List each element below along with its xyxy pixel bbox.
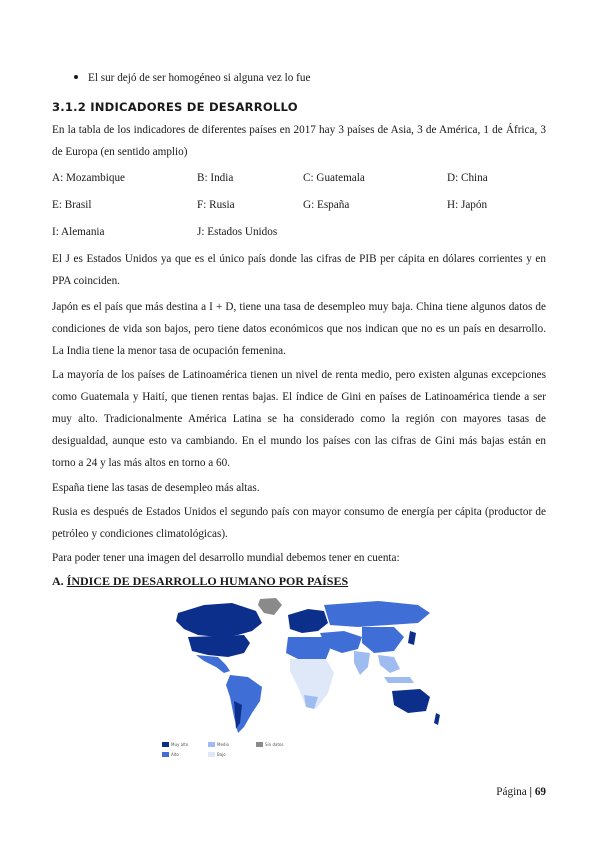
greenland-shape [258, 598, 282, 615]
legend-item-medium [208, 742, 229, 747]
paragraph-russia: Rusia es después de Estados Unidos el segundo país con mayor consumo de energía per cápita (productor de petróleo y condiciones climatológicas). [52, 506, 546, 540]
paragraph-japan: Japón es el país que más destina a I + D, tiene una tasa de desempleo muy baja. China tiene algunos datos de condiciones de vida son bajos, pero tiene datos económicos que nos indican que no es un país en desarrollo. La India tiene la menor tasa de ocupación femenina. [52, 301, 546, 357]
country-f: F: Rusia [197, 199, 235, 211]
legend-item-no-data [256, 742, 284, 747]
canada-shape [176, 603, 262, 637]
bullet-text: El sur dejó de ser homogéneo si alguna vez lo fue [88, 72, 311, 84]
country-b: B: India [197, 172, 234, 184]
legend-swatch [208, 752, 215, 757]
country-e: E: Brasil [52, 199, 92, 211]
legend-item-high [162, 752, 179, 757]
india-shape [354, 651, 370, 675]
country-h: H: Japón [447, 199, 488, 211]
bullet-item [74, 72, 310, 84]
usa-shape [188, 635, 250, 657]
paragraph-usa: El J es Estados Unidos ya que es el único país donde las cifras de PIB per cápita en dólares corrientes y en PPA coinciden. [52, 253, 546, 287]
north-africa-shape [286, 637, 330, 661]
paragraph-spain: España tiene las tasas de desempleo más altas. [52, 482, 260, 494]
legend-swatch [256, 742, 263, 747]
country-i: I: Alemania [52, 226, 105, 238]
world-map-graphic [148, 597, 448, 737]
bullet-icon [74, 75, 78, 79]
footer-separator: | [526, 786, 535, 798]
world-hdi-map [148, 597, 448, 737]
se-asia-shape [378, 655, 400, 673]
intro-paragraph: En la tabla de los indicadores de diferentes países en 2017 hay 3 países de Asia, 3 de América, 1 de África, 3 de Europa (en sentido amplio) [52, 124, 546, 158]
country-c: C: Guatemala [303, 172, 365, 184]
legend-label: Bajo [217, 752, 226, 757]
country-d: D: China [447, 172, 488, 184]
new-zealand-shape [434, 713, 440, 725]
legend-swatch [162, 752, 169, 757]
map-legend [162, 742, 362, 766]
legend-label: Sin datos [265, 742, 284, 747]
map-heading [52, 574, 348, 589]
japan-shape [408, 631, 416, 645]
map-heading-prefix: A. [52, 574, 67, 588]
footer-label: Página [496, 786, 527, 798]
country-j: J: Estados Unidos [197, 226, 278, 238]
map-heading-title: ÍNDICE DE DESARROLLO HUMANO POR PAÍSES [66, 574, 349, 588]
paragraph-latam: La mayoría de los países de Latinoamérica tienen un nivel de renta medio, pero existen algunas excepciones como Guatemala y Haití, que tienen rentas bajas. El índice de Gini en países de Latinoamérica tiende a ser muy alto. Tradicionalmente América Latina se ha considerado como la región con mayores tasas de desigualdad, aunque esto va cambiando. En el mundo los países con las cifras de Gini más bajas están en torno a 24 y las más altos en torno a 60. [52, 369, 546, 469]
page-footer [496, 786, 546, 798]
australia-shape [392, 689, 430, 713]
legend-swatch [208, 742, 215, 747]
europe-shape [288, 609, 328, 633]
legend-label: Alto [171, 752, 179, 757]
russia-shape [324, 601, 430, 627]
country-a: A: Mozambique [52, 172, 126, 184]
mexico-shape [196, 655, 230, 673]
paragraph-intro-map: Para poder tener una imagen del desarrollo mundial debemos tener en cuenta: [52, 552, 400, 564]
section-heading: 3.1.2 INDICADORES DE DESARROLLO [52, 100, 298, 114]
legend-item-very-high [162, 742, 188, 747]
legend-item-low [208, 752, 226, 757]
page-number: 69 [534, 786, 546, 798]
legend-label: Muy alto [171, 742, 189, 747]
legend-label: Medio [217, 742, 230, 747]
legend-swatch [162, 742, 169, 747]
indonesia-shape [384, 677, 414, 683]
country-g: G: España [303, 199, 350, 211]
south-america-shape [226, 675, 262, 733]
china-shape [362, 627, 404, 653]
